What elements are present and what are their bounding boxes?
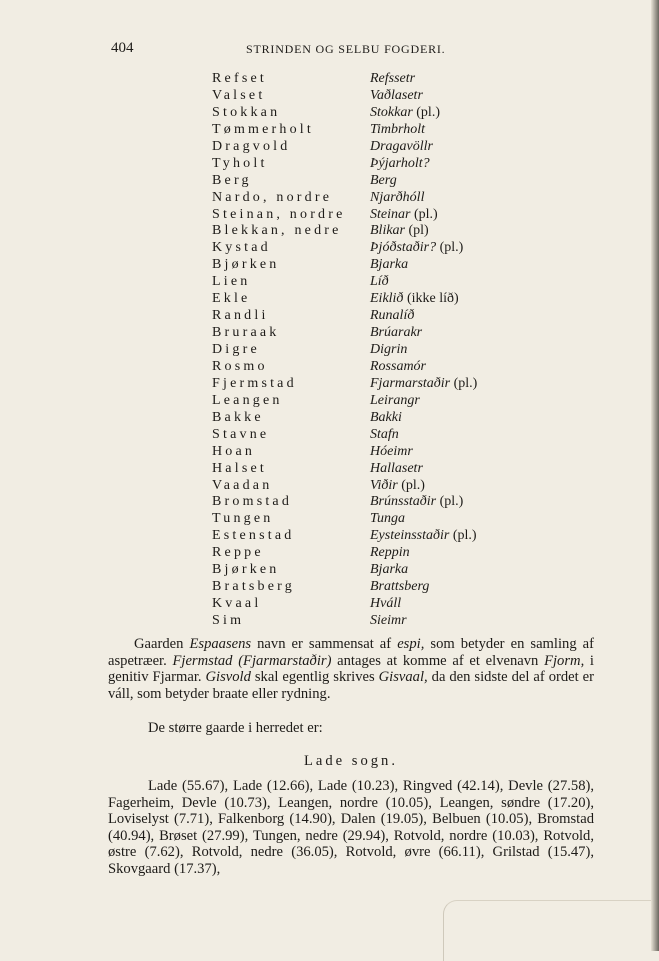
old-norse-name: Eysteinsstaðir	[370, 528, 450, 544]
italic-term: Gisvold	[205, 669, 251, 686]
old-norse-name: Stafn	[370, 426, 399, 442]
old-norse-name: Berg	[370, 172, 397, 188]
old-norse-name: Brúarakr	[370, 325, 423, 341]
old-norse-name: Sieimr	[370, 613, 407, 628]
modern-farm-name: Stavne	[212, 426, 270, 442]
old-norse-cell	[370, 376, 477, 393]
modern-farm-name: Tungen	[212, 511, 274, 527]
modern-farm-name: Leangen	[212, 392, 283, 408]
text-run: skal egentlig skrives	[250, 669, 379, 686]
modern-farm-name: Tyholt	[212, 155, 268, 171]
modern-farm-name: Fjermstad	[212, 375, 297, 391]
page-curl-decoration	[443, 900, 654, 961]
old-norse-cell	[370, 545, 410, 562]
modern-farm-name: Valset	[212, 87, 266, 103]
modern-farm-name: Estenstad	[212, 528, 295, 544]
old-norse-name: Þjóðstaðir?	[370, 240, 437, 256]
old-norse-cell	[370, 613, 407, 630]
old-norse-name: Runalíð	[370, 308, 415, 324]
old-norse-cell	[370, 511, 405, 528]
old-norse-cell	[370, 308, 414, 325]
old-norse-name: Hóeimr	[370, 443, 413, 459]
text-run: Gaarden	[134, 636, 190, 652]
old-norse-name: Líð	[370, 274, 389, 290]
old-norse-cell	[370, 88, 423, 105]
modern-farm-name: Ekle	[212, 291, 251, 307]
page-number: 404	[111, 40, 134, 56]
modern-farm-name: Steinan, nordre	[212, 206, 346, 222]
modern-farm-name: Rosmo	[212, 358, 268, 374]
old-norse-name: Rossamór	[370, 358, 427, 374]
italic-term: Fjorm,	[544, 652, 585, 669]
modern-farm-name: Dragvold	[212, 138, 291, 154]
old-norse-cell	[370, 291, 459, 308]
italic-term: Fjermstad (Fjarmarstaðir)	[172, 652, 332, 669]
old-norse-cell	[370, 325, 422, 342]
plural-note: (pl)	[405, 223, 429, 239]
old-norse-cell	[370, 122, 425, 139]
plural-note: (pl.)	[436, 240, 464, 256]
italic-term: espi,	[397, 636, 425, 652]
modern-farm-name: Bakke	[212, 409, 264, 425]
plural-note: (pl.)	[450, 375, 478, 391]
old-norse-cell	[370, 105, 440, 122]
modern-farm-name: Sim	[212, 613, 245, 628]
plural-note: (pl.)	[436, 494, 464, 510]
modern-farm-name: Berg	[212, 172, 252, 188]
old-norse-cell	[370, 257, 408, 274]
old-norse-name: Bjarka	[370, 562, 409, 578]
modern-farm-name: Tømmerholt	[212, 121, 314, 137]
old-norse-name: Timbrholt	[370, 121, 425, 137]
modern-farm-name: Kystad	[212, 240, 271, 256]
page-header	[111, 40, 561, 58]
old-norse-name: Vaðlasetr	[370, 87, 423, 103]
old-norse-cell	[370, 359, 426, 376]
modern-farm-name: Bruraak	[212, 325, 280, 341]
old-norse-name: Viðir	[370, 477, 398, 493]
old-norse-cell	[370, 274, 389, 291]
text-run: navn er sammensat af	[251, 636, 398, 652]
old-norse-name: Þýjarholt?	[370, 155, 430, 171]
old-norse-name: Bjarka	[370, 257, 409, 273]
modern-farm-name: Digre	[212, 342, 260, 357]
old-norse-name: Leirangr	[370, 392, 420, 408]
italic-term: Espaasens	[189, 636, 252, 652]
old-norse-cell	[370, 528, 477, 545]
old-norse-cell	[370, 190, 424, 207]
old-norse-name: Dragavöllr	[370, 138, 433, 154]
modern-farm-name: Randli	[212, 308, 269, 324]
old-norse-cell	[370, 427, 399, 444]
old-norse-name: Fjarmarstaðir	[370, 375, 451, 391]
old-norse-cell	[370, 71, 415, 88]
modern-farm-name: Halset	[212, 460, 267, 476]
old-norse-name: Njarðhóll	[370, 189, 425, 205]
plural-note: (pl.)	[397, 477, 425, 493]
old-norse-name: Brúnsstaðir	[370, 494, 437, 510]
old-norse-name: Stokkar	[370, 104, 413, 120]
modern-farm-name: Lien	[212, 274, 251, 290]
modern-farm-name: Reppe	[212, 545, 264, 561]
modern-farm-name: Bratsberg	[212, 579, 295, 595]
page-edge-shadow	[651, 0, 659, 951]
old-norse-cell	[370, 342, 407, 359]
section-heading: Lade sogn.	[303, 753, 399, 769]
old-norse-cell	[370, 410, 402, 427]
modern-farm-name: Hoan	[212, 443, 256, 459]
old-norse-name: Steinar	[370, 206, 411, 222]
old-norse-name: Hallasetr	[370, 460, 423, 476]
old-norse-cell	[370, 240, 463, 257]
modern-farm-name: Bjørken	[212, 562, 280, 578]
old-norse-cell	[370, 444, 413, 461]
old-norse-name: Blikar	[370, 223, 405, 239]
old-norse-cell	[370, 562, 408, 579]
old-norse-name: Bakki	[370, 409, 402, 425]
plural-note: (pl.)	[449, 528, 477, 544]
old-norse-cell	[370, 156, 430, 173]
text-run: da den sidste del af ordet er váll, som betyder braate eller rydning.	[108, 669, 594, 702]
italic-term: Gisvaal,	[378, 669, 428, 686]
modern-farm-name: Nardo, nordre	[212, 189, 333, 205]
old-norse-cell	[370, 393, 420, 410]
old-norse-cell	[370, 596, 401, 613]
running-head: STRINDEN OG SELBU FOGDERI.	[246, 42, 446, 56]
paragraph-farm-list: Lade (55.67), Lade (12.66), Lade (10.23), Ringved (42.14), Devle (27.58), Fagerheim, Devle (10.73), Leangen, nordre (10.05), Leangen, søndre (17.20), Loviselyst (7.71), Falkenborg (14.90), Dalen (19.05), Belbuen (10.05), Bromstad (40.94), Brøset (27.99), Tungen, nedre (29.94), Rotvold, nordre (10.03), Rotvold, østre (7.62), Rotvold, nedre (36.05), Rotvold, øvre (66.11), Grilstad (15.47), Skovgaard (17.37),	[108, 778, 594, 877]
text-run: i genitiv Fjarmar.	[108, 652, 594, 686]
old-norse-cell	[370, 478, 425, 495]
plural-note: (pl.)	[410, 206, 438, 222]
plural-note: (pl.)	[412, 104, 440, 120]
old-norse-cell	[370, 207, 438, 224]
old-norse-name: Reppin	[370, 545, 410, 561]
modern-farm-name: Refset	[212, 71, 267, 86]
old-norse-cell	[370, 579, 429, 596]
modern-farm-name: Kvaal	[212, 596, 262, 612]
plural-note: (ikke líð)	[403, 291, 459, 307]
old-norse-cell	[370, 494, 463, 511]
text-run: antages at komme af et elvenavn	[331, 652, 545, 669]
old-norse-cell	[370, 139, 433, 156]
old-norse-cell	[370, 223, 429, 240]
old-norse-name: Hváll	[370, 596, 402, 612]
modern-farm-name: Bjørken	[212, 257, 280, 273]
paragraph-intro: De større gaarde i herredet er:	[148, 720, 323, 736]
old-norse-name: Eiklið	[370, 291, 404, 307]
old-norse-name: Digrin	[370, 342, 408, 357]
paragraph-etymology	[108, 636, 594, 702]
old-norse-cell	[370, 173, 397, 190]
modern-farm-name: Blekkan, nedre	[212, 223, 342, 239]
modern-farm-name: Stokkan	[212, 104, 281, 120]
old-norse-name: Tunga	[370, 511, 406, 527]
modern-farm-name: Vaadan	[212, 477, 273, 493]
old-norse-name: Refssetr	[370, 71, 416, 86]
modern-farm-name: Bromstad	[212, 494, 293, 510]
old-norse-cell	[370, 461, 423, 478]
old-norse-name: Brattsberg	[370, 579, 430, 595]
text-run: som betyder en samling af aspetræer.	[108, 636, 594, 669]
